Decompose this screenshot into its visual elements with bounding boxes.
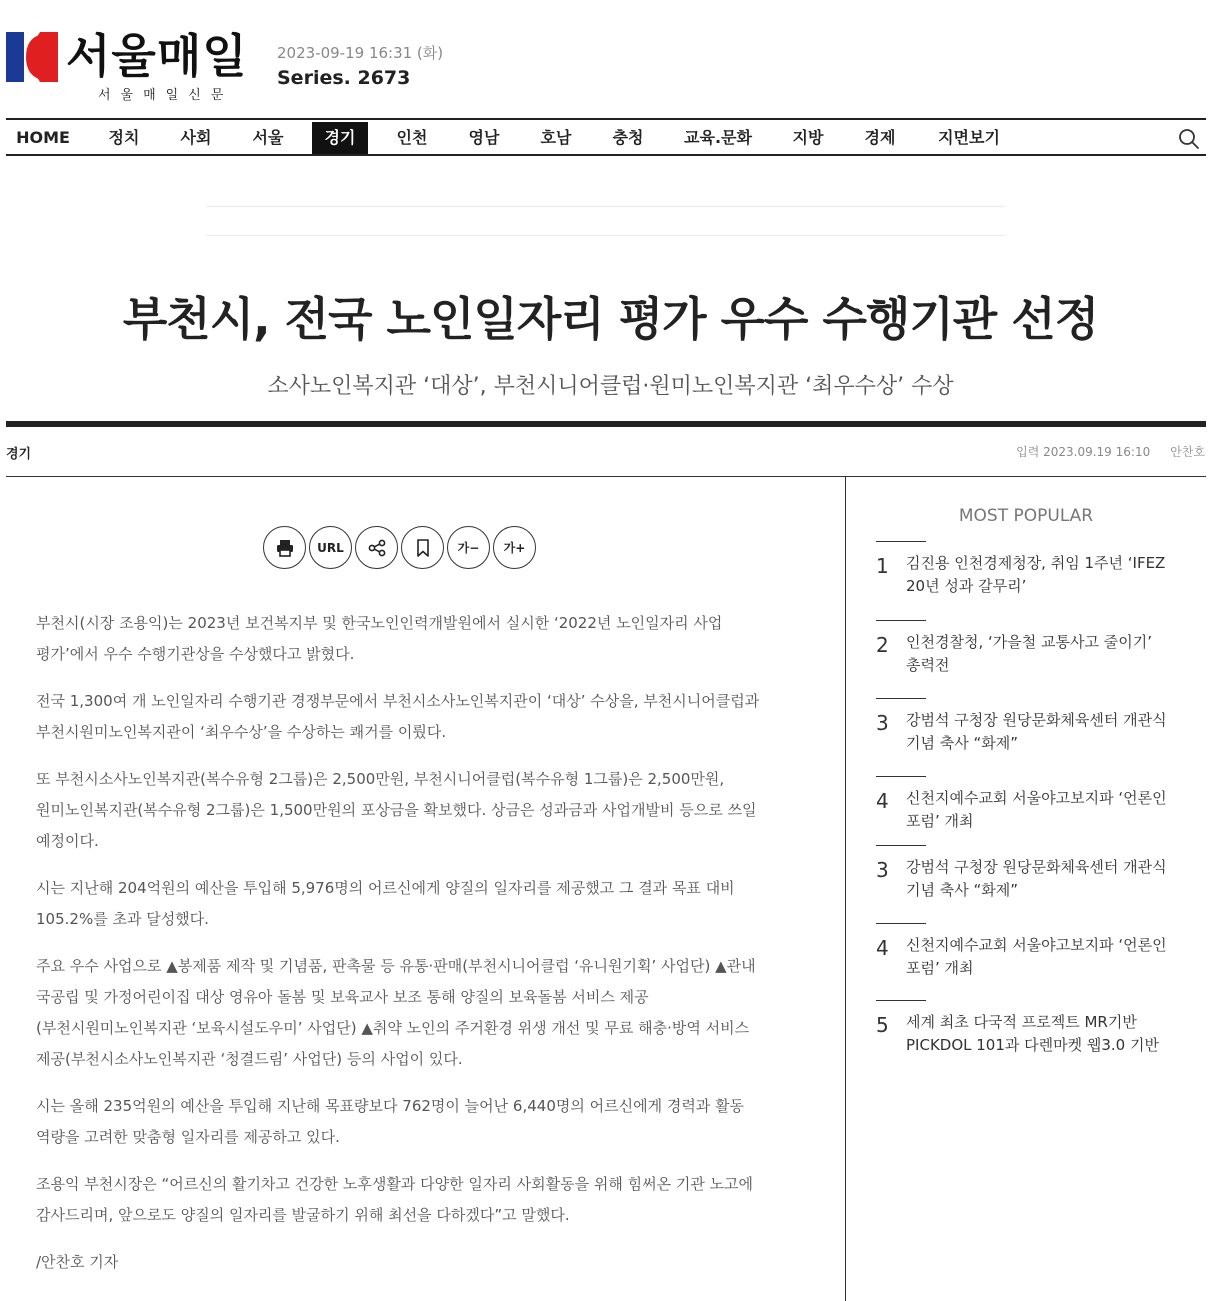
meta-divider	[6, 476, 1206, 477]
main-nav	[6, 118, 1206, 156]
article-title: 부천시, 전국 노인일자리 평가 우수 수행기관 선정	[122, 292, 1099, 346]
article-body	[36, 608, 766, 1294]
popular-rank: 4	[876, 936, 889, 960]
popular-headline[interactable]: 김진용 인천경제청장, 취임 1주년 ‘IFEZ 20년 성과 갈무리’	[906, 554, 1166, 595]
popular-divider	[876, 776, 926, 777]
header-series: Series. 2673	[277, 67, 411, 89]
popular-divider	[876, 1000, 926, 1001]
article-paragraph: 시는 지난해 204억원의 예산을 투입해 5,976명의 어르신에게 양질의 일자리를 제공했고 그 결과 목표 대비 105.2%를 초과 달성했다.	[36, 879, 735, 928]
popular-divider	[876, 698, 926, 699]
popular-headline[interactable]: 인천경찰청, ‘가을철 교통사고 줄이기’ 총력전	[906, 633, 1152, 674]
site-logo[interactable]	[6, 30, 262, 102]
article-paragraph: 전국 1,300여 개 노인일자리 수행기관 경쟁부문에서 부천시소사노인복지관이 ‘대상’ 수상을, 부천시니어클럽과 부천시원미노인복지관이 ‘최우수상’을 수상하는 쾌거를 이뤘다.	[36, 692, 760, 741]
popular-rank: 5	[876, 1013, 889, 1037]
popular-divider	[876, 541, 926, 542]
nav-item-chungcheong[interactable]: 충청	[612, 128, 644, 147]
title-divider	[6, 421, 1206, 427]
font-decrease-button[interactable]: 가−	[447, 526, 490, 569]
article-subtitle: 소사노인복지관 ‘대상’, 부천시니어클럽·원미노인복지관 ‘최우수상’ 수상	[267, 374, 954, 399]
nav-item-home[interactable]: HOME	[16, 128, 70, 147]
nav-item-honam[interactable]: 호남	[540, 128, 572, 147]
popular-rank: 3	[876, 711, 889, 735]
divider	[206, 206, 1006, 207]
popular-rank: 2	[876, 633, 889, 657]
article-paragraph: 부천시(시장 조용익)는 2023년 보건복지부 및 한국노인인력개발원에서 실시한 ‘2022년 노인일자리 사업 평가’에서 우수 수행기관상을 수상했다고 밝혔다.	[36, 614, 723, 663]
published-date: 입력 2023.09.19 16:10	[1016, 445, 1151, 459]
popular-rank: 3	[876, 858, 889, 882]
print-button[interactable]	[263, 526, 306, 569]
popular-rank: 1	[876, 554, 889, 578]
popular-headline[interactable]: 강범석 구청장 원당문화체육센터 개관식 기념 축사 “화제”	[906, 858, 1167, 899]
nav-item-education-culture[interactable]: 교육.문화	[684, 128, 752, 147]
logo-mark-icon	[6, 32, 58, 82]
popular-divider	[876, 620, 926, 621]
article-paragraph: 주요 우수 사업으로 ▲봉제품 제작 및 기념품, 판촉물 등 유통·판매(부천시니어클럽 ‘유니원기획’ 사업단) ▲관내 국공립 및 가정어린이집 대상 영유아 돌봄 및 보육교사 보조 통해 양질의 보육돌봄 서비스 제공(부천시원미노인복지관 ‘보육시설도우미’ 사업단) ▲취약 노인의 주거환경 위생 개선 및 무료 해충·방역 서비스 제공(부천시소사노인복지관 ‘청결드림’ 사업단) 등의 사업이 있다.	[36, 957, 756, 1068]
share-button[interactable]	[355, 526, 398, 569]
divider	[206, 235, 1006, 236]
bookmark-icon	[413, 538, 433, 558]
search-icon[interactable]	[1178, 128, 1200, 150]
most-popular-title: MOST POPULAR	[958, 506, 1094, 526]
nav-item-society[interactable]: 사회	[180, 128, 212, 147]
nav-item-print-edition[interactable]: 지면보기	[938, 128, 1000, 147]
popular-headline[interactable]: 신천지예수교회 서울야고보지파 ‘언론인 포럼’ 개최	[906, 936, 1167, 977]
nav-item-yeongnam[interactable]: 영남	[468, 128, 500, 147]
popular-headline[interactable]: 세계 최초 다국적 프로젝트 MR기반 PICKDOL 101과 다렌마켓 웹3.0 기반	[906, 1013, 1159, 1054]
popular-divider	[876, 923, 926, 924]
author-name[interactable]: 안찬호	[1170, 445, 1205, 459]
popular-headline[interactable]: 신천지예수교회 서울야고보지파 ‘언론인 포럼’ 개최	[906, 789, 1167, 830]
article-byline: /안찬호 기자	[36, 1253, 119, 1271]
article-paragraph: 또 부천시소사노인복지관(복수유형 2그룹)은 2,500만원, 부천시니어클럽(복수유형 1그룹)은 2,500만원, 원미노인복지관(복수유형 2그룹)은 1,500만원의 포상금을 확보했다. 상금은 성과금과 사업개발비 등으로 쓰일 예정이다.	[36, 770, 757, 850]
copy-url-button[interactable]: URL	[309, 526, 352, 569]
column-divider	[845, 477, 846, 1301]
font-increase-button[interactable]: 가+	[493, 526, 536, 569]
article-meta	[1016, 443, 1205, 460]
article-paragraph: 조용익 부천시장은 “어르신의 활기차고 건강한 노후생활과 다양한 일자리 사회활동을 위해 힘써온 기관 노고에 감사드리며, 앞으로도 양질의 일자리를 발굴하기 위해 최선을 다하겠다”고 말했다.	[36, 1175, 754, 1224]
popular-rank: 4	[876, 789, 889, 813]
article-category[interactable]: 경기	[6, 447, 32, 462]
popular-headline[interactable]: 강범석 구청장 원당문화체육센터 개관식 기념 축사 “화제”	[906, 711, 1167, 752]
logo-text: 서울매일	[66, 29, 248, 83]
bookmark-button[interactable]	[401, 526, 444, 569]
logo-subtitle: 서울매일신문	[98, 88, 234, 103]
nav-item-economy[interactable]: 경제	[864, 128, 896, 147]
share-icon	[367, 538, 387, 558]
nav-item-local[interactable]: 지방	[792, 128, 824, 147]
printer-icon	[275, 538, 295, 558]
nav-item-seoul[interactable]: 서울	[252, 128, 284, 147]
nav-item-gyeonggi[interactable]: 경기	[312, 122, 368, 154]
nav-item-incheon[interactable]: 인천	[396, 128, 428, 147]
nav-item-politics[interactable]: 정치	[108, 128, 140, 147]
article-paragraph: 시는 올해 235억원의 예산을 투입해 지난해 목표량보다 762명이 늘어난 6,440명의 어르신에게 경력과 활동 역량을 고려한 맞춤형 일자리를 제공하고 있다.	[36, 1097, 745, 1146]
popular-divider	[876, 845, 926, 846]
header-date: 2023-09-19 16:31 (화)	[277, 44, 444, 62]
